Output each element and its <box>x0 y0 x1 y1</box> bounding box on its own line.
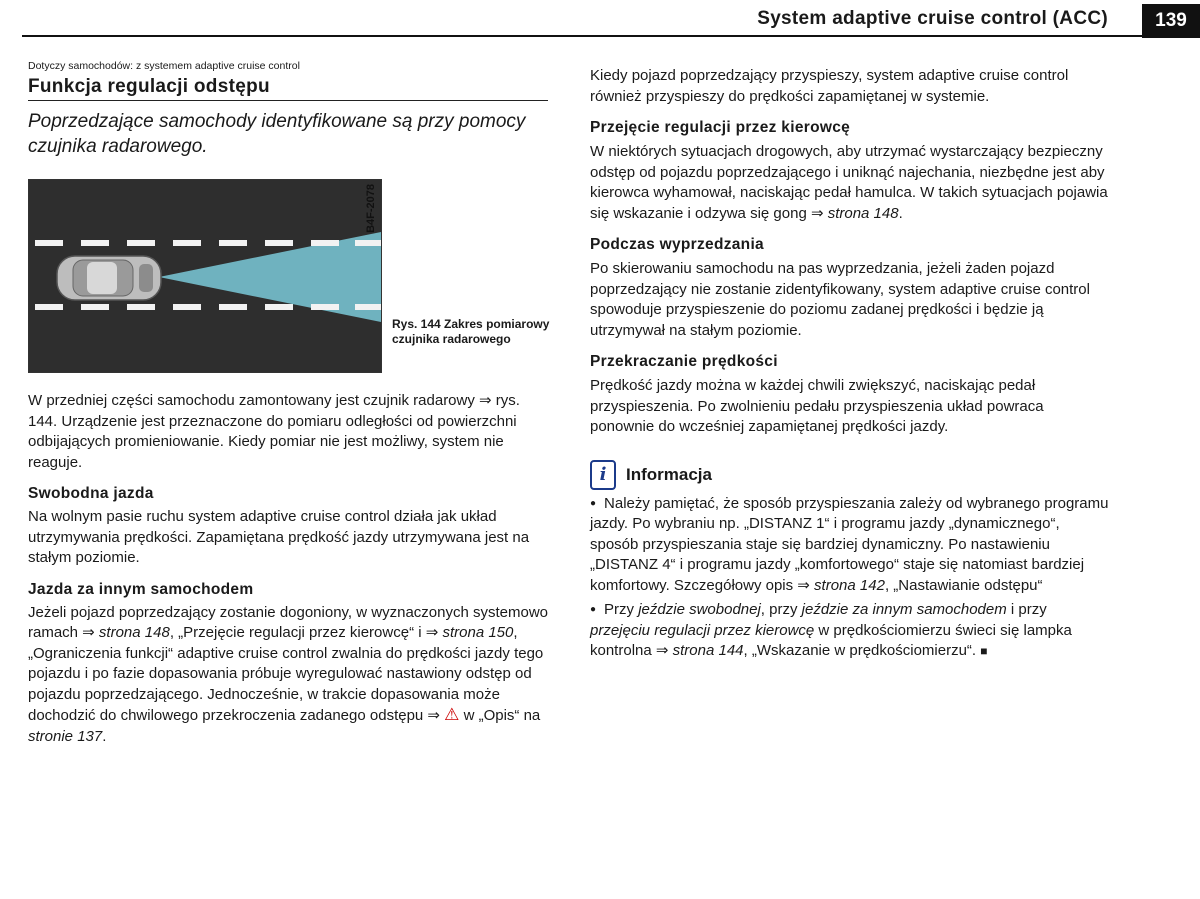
lead-text: Poprzedzające samochody identyfikowane są przy pomocy czujnika radarowego. <box>28 111 526 157</box>
header-rule <box>22 35 1142 37</box>
warning-triangle-icon: ⚠ <box>444 705 460 724</box>
info-icon: i <box>590 460 616 490</box>
heading-exceeding-speed: Przekraczanie prędkości <box>590 353 778 370</box>
info-bullet-1: ● Należy pamiętać, że sposób przyspieszania zależy od wybranego programu jazdy. Po wybraniu np. „DISTANZ 1“ i programu jazdy „dynamicznego“, sposób przyspieszania staje się bardziej dynamiczny. Po nastawieniu „DISTANZ 4“ i programu jazdy „komfortowego“ staje się natomiast bardziej komfortowy. Szczegółowy opis ⇒ strona 142, „Nastawianie odstępu“ <box>590 494 1110 597</box>
left-column <box>28 60 548 747</box>
applies-to-note: Dotyczy samochodów: z systemem adaptive cruise control <box>28 60 300 72</box>
figure-caption: Rys. 144 Zakres pomiarowy czujnika radarowego <box>392 317 550 346</box>
takeover-paragraph: W niektórych sytuacjach drogowych, aby utrzymać wystarczający bezpieczny odstęp od pojazdu poprzedzającego i uniknąć najechania, niezbędne jest aby kierowca wyhamował, naciskając pedał hamulca. W takich sytuacjach pojawia się wskazanie i odzywa się gong ⇒ strona 148. <box>590 143 1108 222</box>
heading-free-drive: Swobodna jazda <box>28 485 154 502</box>
page-ref-link[interactable]: strona 148 <box>98 624 170 641</box>
page-ref-link[interactable]: strona 142 <box>814 576 885 594</box>
exceeding-paragraph: Prędkość jazdy można w każdej chwili zwiększyć, naciskając pedał przyspieszenia. Po zwolnieniu pedału przyspieszenia układ powraca ponownie do wcześniej zapamiętanej prędkości jazdy. <box>590 377 1044 435</box>
end-mark: ■ <box>980 644 988 658</box>
info-title: Informacja <box>626 464 712 484</box>
radar-diagram-svg <box>29 180 381 372</box>
free-drive-paragraph: Na wolnym pasie ruchu system adaptive cruise control działa jak układ utrzymywania prędkości. Zapamiętana prędkość jazdy utrzymywana jest na stałym poziomie. <box>28 508 530 566</box>
acceleration-paragraph: Kiedy pojazd poprzedzający przyspieszy, system adaptive cruise control również przyspieszy do prędkości zapamiętanej w systemie. <box>590 67 1069 105</box>
figure-144 <box>28 171 548 375</box>
info-header <box>590 460 1110 490</box>
page-number: 139 <box>1142 4 1200 38</box>
info-bullet-2: ● Przy jeździe swobodnej, przy jeździe za innym samochodem i przy przejęciu regulacji przez kierowcę w prędkościomierzu świeci się lampka kontrolna ⇒ strona 144, „Wskazanie w prędkościomierzu“. ■ <box>590 600 1110 662</box>
figure-code: B4F-2078 <box>365 184 377 233</box>
page-ref-link[interactable]: strona 144 <box>672 642 744 659</box>
heading-driver-takeover: Przejęcie regulacji przez kierowcę <box>590 119 851 136</box>
heading-overtaking: Podczas wyprzedzania <box>590 236 764 253</box>
following-paragraph: Jeżeli pojazd poprzedzający zostanie dogoniony, w wyznaczonych systemowo ramach ⇒ strona 148, „Przejęcie regulacji przez kierowcę“ i ⇒ strona 150, „Ograniczenia funkcji“ adaptive cruise control zwalnia do prędkości jazdy tego pojazdu i po fazie dopasowania próbuje wyregulować nastawiony odstęp od pojazdu poprzedzającego. Jednocześnie, w trakcie dopasowania może dochodzić do chwilowego przekroczenia zadanego odstępu ⇒ ⚠ w „Opis“ na stronie 137. <box>28 603 548 745</box>
intro-paragraph: W przedniej części samochodu zamontowany jest czujnik radarowy ⇒ rys. 144. Urządzenie jest przeznaczone do pomiaru odległości od powierzchni odbijających promieniowanie. Kiedy pomiar nie jest możliwy, system nie reaguje. <box>28 392 520 471</box>
radar-range-illustration <box>28 179 382 373</box>
overtaking-paragraph: Po skierowaniu samochodu na pas wyprzedzania, jeżeli żaden pojazd poprzedzający nie zostanie zidentyfikowany, system adaptive cruise control spowoduje przyspieszenie do poziomu zadanej prędkości i będzie ją utrzymywał na stałym poziomie. <box>590 260 1090 339</box>
page-ref-link[interactable]: strona 150 <box>442 624 514 641</box>
right-column <box>590 66 1110 666</box>
section-title: Funkcja regulacji odstępu <box>28 76 548 101</box>
info-list <box>590 494 1110 662</box>
page-ref-link[interactable]: strona 148 <box>827 204 899 222</box>
car-icon <box>57 256 161 300</box>
heading-following: Jazda za innym samochodem <box>28 580 254 598</box>
page-ref-link[interactable]: stronie 137 <box>28 727 103 745</box>
header-title: System adaptive cruise control (ACC) <box>757 8 1108 29</box>
